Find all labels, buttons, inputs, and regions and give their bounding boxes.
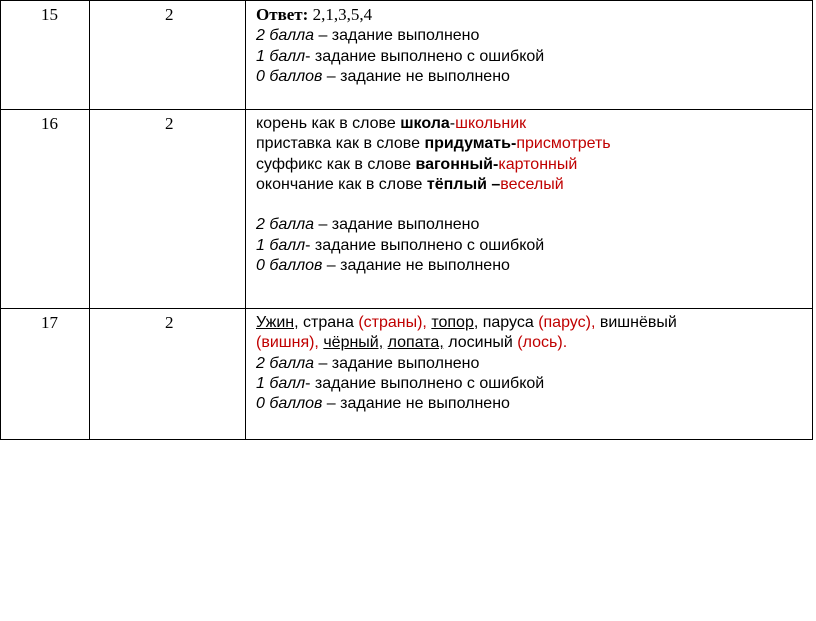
model-word: школа: [400, 115, 450, 132]
score-1-desc: - задание выполнено с ошибкой: [305, 236, 545, 254]
score-1-desc: - задание выполнено с ошибкой: [305, 374, 545, 392]
score-2-desc: – задание выполнено: [314, 354, 480, 372]
table-row: [1, 110, 813, 309]
underlined-word: чёрный,: [323, 334, 384, 352]
score-2-label: 2 балла: [256, 354, 315, 372]
example-word: картонный: [498, 155, 578, 173]
score-0-label: 0 баллов: [256, 395, 323, 413]
criteria-cell: [246, 110, 813, 309]
model-word: вагонный: [415, 155, 494, 173]
score-1-desc: - задание выполнено с ошибкой: [305, 47, 545, 65]
score-1-line: [256, 236, 806, 256]
morpheme-prefix-text: окончание как в слове: [256, 175, 427, 193]
score-2-line: [256, 26, 806, 46]
morpheme-line-prefix: [256, 134, 806, 154]
score-0-line: [256, 256, 806, 276]
score-1-label: 1 балл: [256, 374, 306, 392]
max-points: 2: [165, 5, 174, 24]
score-2-desc: – задание выполнено: [314, 216, 480, 234]
score-2-label: 2 балла: [256, 216, 315, 234]
score-2-line: [256, 354, 806, 374]
separator: -: [449, 115, 456, 132]
red-note: (страны),: [358, 314, 427, 331]
score-0-label: 0 баллов: [256, 67, 323, 85]
morpheme-prefix-text: корень как в слове: [256, 115, 401, 132]
underlined-word: Ужин,: [256, 314, 299, 331]
model-word: тёплый: [426, 175, 487, 193]
score-0-desc: – задание не выполнено: [322, 257, 510, 275]
score-0-line: [256, 67, 806, 87]
score-1-line: [256, 47, 806, 67]
answer-label: Ответ:: [256, 5, 309, 24]
task-number-cell: [1, 110, 90, 309]
max-points-cell: [90, 110, 246, 309]
plain-text: вишнёвый: [595, 314, 677, 331]
word-list-line-2: [256, 333, 806, 353]
task-number-cell: [1, 309, 90, 440]
word-list-line-1: [256, 313, 806, 333]
red-note: (вишня),: [256, 334, 319, 352]
score-1-label: 1 балл: [256, 47, 306, 65]
task-number: 15: [41, 5, 58, 24]
example-word: присмотреть: [516, 135, 611, 153]
criteria-cell: [246, 1, 813, 110]
max-points: 2: [165, 313, 174, 332]
morpheme-prefix-text: суффикс как в слове: [256, 155, 416, 173]
task-number-cell: [1, 1, 90, 110]
plain-text: , паруса: [473, 314, 539, 331]
score-2-label: 2 балла: [256, 27, 315, 45]
morpheme-line-ending: [256, 175, 806, 195]
morpheme-prefix-text: приставка как в слове: [256, 135, 425, 153]
score-0-desc: – задание не выполнено: [322, 67, 510, 85]
answer-line: [256, 5, 806, 26]
separator: –: [486, 175, 501, 193]
separator: -: [510, 135, 517, 153]
score-2-desc: – задание выполнено: [314, 27, 480, 45]
criteria-cell: [246, 309, 813, 440]
underlined-word: лопата,: [387, 334, 444, 352]
table-row: [1, 309, 813, 440]
score-2-line: [256, 215, 806, 235]
score-1-label: 1 балл: [256, 236, 306, 254]
task-number: 17: [41, 313, 58, 332]
example-word: школьник: [455, 115, 527, 132]
score-0-label: 0 баллов: [256, 257, 323, 275]
example-word: веселый: [500, 175, 564, 193]
morpheme-line-root: [256, 114, 806, 134]
max-points-cell: [90, 1, 246, 110]
score-0-desc: – задание не выполнено: [322, 395, 510, 413]
blank-line: [256, 195, 806, 215]
plain-text: лосиный: [443, 334, 518, 352]
score-1-line: [256, 374, 806, 394]
max-points-cell: [90, 309, 246, 440]
underlined-word: топор: [431, 314, 474, 331]
answer-value: 2,1,3,5,4: [308, 5, 373, 24]
model-word: придумать: [424, 135, 511, 153]
table-row: [1, 1, 813, 110]
red-note: (парус),: [538, 314, 596, 331]
morpheme-line-suffix: [256, 155, 806, 175]
score-0-line: [256, 394, 806, 414]
plain-text: страна: [298, 314, 359, 331]
task-number: 16: [41, 114, 58, 133]
red-note: (лось).: [517, 334, 568, 352]
max-points: 2: [165, 114, 174, 133]
separator: -: [493, 155, 499, 173]
